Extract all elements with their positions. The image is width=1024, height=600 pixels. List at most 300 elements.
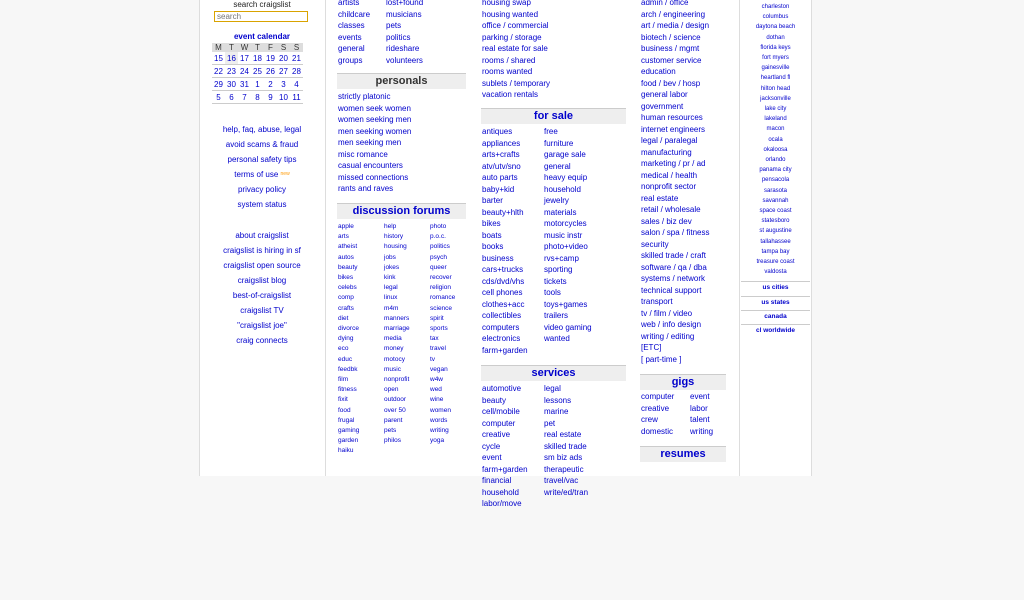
list-item[interactable]: rvs+camp <box>544 253 579 263</box>
list-item[interactable]: beauty <box>482 395 507 405</box>
list-item[interactable]: atv/utv/sno <box>482 161 521 171</box>
forum-link[interactable]: bikes <box>338 274 354 282</box>
services-header[interactable]: services <box>481 365 626 381</box>
about-link[interactable]: about craigslist <box>235 231 289 240</box>
community-col1 <box>338 0 370 66</box>
list-item[interactable]: free <box>544 127 558 136</box>
forum-link[interactable]: fitness <box>338 386 357 394</box>
forums-col3 <box>430 222 455 446</box>
canada-link[interactable]: canada <box>741 310 810 323</box>
city-link[interactable]: hilton head <box>760 85 791 92</box>
list-item[interactable]: clothes+acc <box>482 299 525 309</box>
list-item[interactable]: baby+kid <box>482 184 515 194</box>
list-item[interactable]: education <box>641 67 676 76</box>
personals-list <box>338 91 411 195</box>
forum-link[interactable]: tax <box>430 335 439 343</box>
list-item[interactable]: admin / office <box>641 0 689 7</box>
forum-link[interactable]: over 50 <box>384 406 406 414</box>
list-item[interactable]: rooms / shared <box>482 55 536 65</box>
list-item[interactable]: biotech / science <box>641 32 701 42</box>
cal-day[interactable]: 29 <box>212 78 225 91</box>
list-item[interactable]: domestic <box>641 426 674 436</box>
city-link[interactable]: orlando <box>765 157 786 164</box>
gigs-col1 <box>641 391 674 437</box>
forum-link[interactable]: outdoor <box>384 396 407 404</box>
forum-link[interactable]: linux <box>384 294 398 302</box>
list-item[interactable]: labor <box>690 403 708 413</box>
forum-link[interactable]: frugal <box>338 416 355 424</box>
new-badge: new <box>280 171 290 177</box>
city-link[interactable]: jacksonville <box>760 95 791 102</box>
forum-link[interactable]: arts <box>338 233 349 241</box>
divider <box>325 0 326 476</box>
forum-link[interactable]: women <box>430 406 451 414</box>
list-item[interactable]: business <box>482 253 514 263</box>
blog-link[interactable]: craigslist blog <box>237 276 287 285</box>
list-item[interactable]: event <box>690 392 710 401</box>
list-item[interactable]: volunteers <box>386 55 423 65</box>
forum-link[interactable]: politics <box>430 243 450 251</box>
list-item[interactable]: men seeking men <box>338 138 402 147</box>
forum-link[interactable]: fixit <box>338 396 348 404</box>
list-item[interactable]: sm biz ads <box>544 453 583 462</box>
list-item[interactable]: [ part-time ] <box>641 354 682 364</box>
forum-link[interactable]: housing <box>384 243 407 251</box>
forum-link[interactable]: money <box>384 345 404 353</box>
cal-day[interactable]: 6 <box>225 91 238 104</box>
list-item[interactable]: music instr <box>544 230 583 240</box>
list-item[interactable]: writing / editing <box>641 331 695 341</box>
list-item[interactable]: automotive <box>482 384 522 393</box>
list-item[interactable]: vacation rentals <box>482 90 539 99</box>
best-of-link[interactable]: best-of-craigslist <box>232 291 292 300</box>
forum-link[interactable]: travel <box>430 345 446 353</box>
list-item[interactable]: tickets <box>544 276 567 286</box>
city-link[interactable]: lakeland <box>764 116 787 123</box>
forum-link[interactable]: dying <box>338 335 354 343</box>
forum-link[interactable]: tv <box>430 355 436 363</box>
forum-link[interactable]: food <box>338 406 351 414</box>
list-item[interactable]: nonprofit sector <box>641 182 697 191</box>
list-item[interactable]: misc romance <box>338 149 388 159</box>
list-item[interactable]: software / qa / dba <box>641 262 707 272</box>
forum-link[interactable]: marriage <box>384 325 410 333</box>
list-item[interactable]: wanted <box>544 334 570 343</box>
cal-day-header: W <box>238 43 251 52</box>
forum-link[interactable]: open <box>384 386 399 394</box>
cal-day[interactable]: 3 <box>277 78 290 91</box>
services-col2 <box>544 383 588 498</box>
list-item[interactable]: materials <box>544 207 577 217</box>
forum-link[interactable]: eco <box>338 345 349 353</box>
forum-link[interactable]: gaming <box>338 427 360 435</box>
terms-row <box>199 167 325 182</box>
cal-day[interactable]: 26 <box>264 65 277 78</box>
forum-link[interactable]: vegan <box>430 365 448 373</box>
safety-link[interactable]: personal safety tips <box>227 155 297 164</box>
forum-link[interactable]: m4m <box>384 304 399 312</box>
list-item[interactable]: therapeutic <box>544 464 584 474</box>
list-item[interactable]: customer service <box>641 55 702 65</box>
list-item[interactable]: creative <box>482 430 511 439</box>
forum-link[interactable]: spirit <box>430 314 444 322</box>
forum-link[interactable]: psych <box>430 253 447 261</box>
list-item[interactable]: barter <box>482 196 503 205</box>
forum-link[interactable]: wed <box>430 386 442 394</box>
list-item[interactable]: sublets / temporary <box>482 78 551 88</box>
city-link[interactable]: gainesville <box>761 65 790 72</box>
list-item[interactable]: men seeking women <box>338 126 412 136</box>
us-cities-link[interactable]: us cities <box>741 281 810 294</box>
forum-link[interactable]: legal <box>384 284 398 292</box>
list-item[interactable]: rants and raves <box>338 184 394 193</box>
list-item[interactable]: real estate <box>544 430 582 439</box>
forum-link[interactable]: manners <box>384 314 410 322</box>
city-link[interactable]: sarasota <box>763 187 787 194</box>
forum-link[interactable]: garden <box>338 437 359 445</box>
list-item[interactable]: pet <box>544 418 556 428</box>
divider <box>739 0 740 476</box>
list-item[interactable]: arts+crafts <box>482 150 520 159</box>
forum-link[interactable]: educ <box>338 355 353 363</box>
list-item[interactable]: pets <box>386 21 402 30</box>
cal-day[interactable]: 22 <box>212 65 225 78</box>
city-link[interactable]: lake city <box>764 106 787 113</box>
list-item[interactable]: event <box>482 453 502 462</box>
tv-link[interactable]: craigslist TV <box>240 306 284 315</box>
list-item[interactable]: systems / network <box>641 274 706 283</box>
list-item[interactable]: furniture <box>544 138 574 148</box>
city-link[interactable]: okaloosa <box>763 146 788 153</box>
list-item[interactable]: travel/vac <box>544 476 579 485</box>
cal-day[interactable]: 21 <box>290 52 303 65</box>
list-item[interactable]: computers <box>482 322 520 332</box>
list-item[interactable]: artists <box>338 0 360 7</box>
cal-day[interactable]: 10 <box>277 91 290 104</box>
cal-day[interactable]: 18 <box>251 52 264 65</box>
forum-link[interactable]: motocy <box>384 355 405 363</box>
list-item[interactable]: household <box>482 487 519 497</box>
list-item[interactable]: household <box>544 184 581 194</box>
cal-day[interactable]: 8 <box>251 91 264 104</box>
list-item[interactable]: rideshare <box>386 44 420 53</box>
list-item[interactable]: office / commercial <box>482 21 549 30</box>
forum-link[interactable]: crafts <box>338 304 354 312</box>
list-item[interactable]: farm+garden <box>482 345 528 355</box>
resumes-header[interactable]: resumes <box>640 446 726 462</box>
city-link[interactable]: tampa bay <box>761 248 790 255</box>
cal-day[interactable]: 11 <box>290 91 303 104</box>
cal-day-header: S <box>277 43 290 52</box>
list-item[interactable]: cds/dvd/vhs <box>482 276 525 286</box>
list-item[interactable]: internet engineers <box>641 124 706 134</box>
help-links <box>199 122 325 212</box>
list-item[interactable]: salon / spa / fitness <box>641 228 710 237</box>
city-link[interactable]: savannah <box>762 197 789 204</box>
cal-day[interactable]: 20 <box>277 52 290 65</box>
forum-link[interactable]: writing <box>430 427 449 435</box>
list-item[interactable]: garage sale <box>544 150 586 159</box>
divider <box>811 0 812 476</box>
forum-link[interactable]: help <box>384 223 397 230</box>
us-states-link[interactable]: us states <box>741 296 810 309</box>
list-item[interactable]: video gaming <box>544 322 592 332</box>
forum-link[interactable]: w4w <box>430 376 444 384</box>
forum-link[interactable]: music <box>384 365 401 373</box>
list-item[interactable]: women seeking men <box>338 115 412 124</box>
list-item[interactable]: general <box>544 161 571 171</box>
list-item[interactable]: parking / storage <box>482 32 542 42</box>
community-col2 <box>386 0 423 66</box>
city-link[interactable]: treasure coast <box>756 259 795 266</box>
city-link[interactable]: statesboro <box>761 218 790 225</box>
forum-link[interactable]: religion <box>430 284 451 292</box>
cal-day[interactable]: 4 <box>290 78 303 91</box>
list-item[interactable]: computer <box>482 418 516 428</box>
cal-day[interactable]: 30 <box>225 78 238 91</box>
list-item[interactable]: creative <box>641 403 670 413</box>
cal-day[interactable]: 7 <box>238 91 251 104</box>
list-item[interactable]: collectibles <box>482 311 522 320</box>
list-item[interactable]: web / info design <box>641 320 702 329</box>
list-item[interactable]: electronics <box>482 334 521 343</box>
list-item[interactable]: write/ed/tran <box>544 487 589 497</box>
city-link[interactable]: charleston <box>761 4 790 10</box>
list-item[interactable]: marine <box>544 407 569 416</box>
list-item[interactable]: general labor <box>641 90 688 99</box>
list-item[interactable]: heavy equip <box>544 173 588 182</box>
list-item[interactable]: security <box>641 239 669 249</box>
list-item[interactable]: cell phones <box>482 288 523 297</box>
forum-link[interactable]: comp <box>338 294 354 302</box>
list-item[interactable]: crew <box>641 415 658 424</box>
forum-link[interactable]: diet <box>338 314 349 322</box>
city-link[interactable]: daytona beach <box>755 24 796 31</box>
forum-link[interactable]: jokes <box>384 263 400 271</box>
city-link[interactable]: florida keys <box>760 44 791 51</box>
forum-link[interactable]: feedbk <box>338 365 358 373</box>
nearby-cities <box>741 2 810 277</box>
list-item[interactable]: transport <box>641 297 673 306</box>
forum-link[interactable]: film <box>338 376 349 384</box>
cal-day[interactable]: 27 <box>277 65 290 78</box>
help-link[interactable]: help, faq, abuse, legal <box>222 125 302 134</box>
forums-header[interactable]: discussion forums <box>337 203 466 219</box>
forum-link[interactable]: divorce <box>338 325 359 333</box>
cal-day[interactable]: 5 <box>212 91 225 104</box>
list-item[interactable]: tv / film / video <box>641 308 693 318</box>
city-link[interactable]: dothan <box>766 34 785 41</box>
cal-day[interactable]: 25 <box>251 65 264 78</box>
forum-link[interactable]: philos <box>384 437 401 445</box>
hiring-link[interactable]: craigslist is hiring in sf <box>223 246 301 255</box>
cal-day[interactable]: 9 <box>264 91 277 104</box>
cal-day[interactable]: 24 <box>238 65 251 78</box>
forum-link[interactable]: romance <box>430 294 456 302</box>
forums-col2 <box>384 222 410 446</box>
list-item[interactable]: lessons <box>544 395 572 405</box>
list-item[interactable]: financial <box>482 476 512 485</box>
cal-day-header: F <box>264 43 277 52</box>
forsale-col2 <box>544 126 592 345</box>
list-item[interactable]: rooms wanted <box>482 67 533 76</box>
city-link[interactable]: fort myers <box>762 55 789 62</box>
list-item[interactable]: housing wanted <box>482 9 539 19</box>
city-link[interactable]: st augustine <box>759 228 792 235</box>
list-item[interactable]: childcare <box>338 9 371 19</box>
for-sale-header[interactable]: for sale <box>481 108 626 124</box>
search-label: search craigslist <box>233 0 291 9</box>
forum-link[interactable]: yoga <box>430 437 445 445</box>
forum-link[interactable]: words <box>430 416 448 424</box>
list-item[interactable]: farm+garden <box>482 464 528 474</box>
forum-link[interactable]: recover <box>430 274 452 282</box>
city-link[interactable]: pensacola <box>761 177 790 184</box>
gigs-header[interactable]: gigs <box>640 374 726 390</box>
list-item[interactable]: strictly platonic <box>338 92 391 101</box>
personals-header[interactable]: personals <box>337 73 466 89</box>
cal-day[interactable]: 28 <box>290 65 303 78</box>
city-link[interactable]: columbus <box>762 14 789 21</box>
list-item[interactable]: human resources <box>641 113 703 122</box>
list-item[interactable]: missed connections <box>338 172 409 182</box>
list-item[interactable]: marketing / pr / ad <box>641 159 706 168</box>
list-item[interactable]: beauty+hlth <box>482 207 524 217</box>
city-link[interactable]: heartland fl <box>760 75 791 82</box>
status-link[interactable]: system status <box>237 200 287 209</box>
list-item[interactable]: cycle <box>482 441 501 451</box>
list-item[interactable]: bikes <box>482 219 501 228</box>
cal-day[interactable]: 31 <box>238 78 251 91</box>
city-link[interactable]: panama city <box>759 167 792 174</box>
cal-day[interactable]: 15 <box>212 52 225 65</box>
cal-day[interactable]: 2 <box>264 78 277 91</box>
list-item[interactable]: auto parts <box>482 173 518 182</box>
forum-link[interactable]: wine <box>430 396 444 404</box>
forum-link[interactable]: apple <box>338 223 354 230</box>
list-item[interactable]: tools <box>544 288 561 297</box>
forum-link[interactable]: atheist <box>338 243 358 251</box>
list-item[interactable]: art / media / design <box>641 21 710 30</box>
list-item[interactable]: groups <box>338 55 363 65</box>
city-link[interactable]: tallahassee <box>760 238 791 245</box>
forum-link[interactable]: media <box>384 335 402 343</box>
list-item[interactable]: jewelry <box>544 196 569 205</box>
cal-day-header: M <box>212 43 225 52</box>
forum-link[interactable]: jobs <box>384 253 396 261</box>
list-item[interactable]: toys+games <box>544 299 588 309</box>
list-item[interactable]: talent <box>690 415 710 424</box>
list-item[interactable]: housing swap <box>482 0 531 7</box>
list-item[interactable]: labor/move <box>482 499 522 508</box>
housing-list <box>482 0 550 101</box>
list-item[interactable]: skilled trade / craft <box>641 251 706 260</box>
list-item[interactable]: legal / paralegal <box>641 136 698 145</box>
list-item[interactable]: women seek women <box>338 103 411 113</box>
forum-link[interactable]: haiku <box>338 447 354 455</box>
open-source-link[interactable]: craigslist open source <box>223 261 301 270</box>
list-item[interactable]: food / bev / hosp <box>641 78 701 88</box>
list-item[interactable]: books <box>482 242 504 251</box>
list-item[interactable]: photo+video <box>544 242 588 251</box>
list-item[interactable]: real estate <box>641 193 679 203</box>
list-item[interactable]: boats <box>482 230 502 240</box>
list-item[interactable]: casual encounters <box>338 161 403 170</box>
list-item[interactable]: classes <box>338 21 365 30</box>
list-item[interactable]: antiques <box>482 127 513 136</box>
list-item[interactable]: general <box>338 44 365 53</box>
list-item[interactable]: arch / engineering <box>641 9 706 19</box>
list-item[interactable]: sporting <box>544 265 573 274</box>
forum-link[interactable]: history <box>384 233 404 241</box>
list-item[interactable]: medical / health <box>641 170 698 180</box>
forum-link[interactable]: autos <box>338 253 354 261</box>
forum-link[interactable]: nonprofit <box>384 376 410 384</box>
cal-day[interactable]: 17 <box>238 52 251 65</box>
cal-day[interactable]: 1 <box>251 78 264 91</box>
worldwide-link[interactable]: cl worldwide <box>741 324 810 337</box>
list-item[interactable]: skilled trade <box>544 441 587 451</box>
list-item[interactable]: cars+trucks <box>482 265 524 274</box>
forum-link[interactable]: celebs <box>338 284 357 292</box>
joe-link[interactable]: "craigslist joe" <box>237 321 287 330</box>
cal-day-today[interactable]: 16 <box>225 52 238 65</box>
cal-day-header: T <box>225 43 238 52</box>
scams-link[interactable]: avoid scams & fraud <box>225 140 299 149</box>
forum-link[interactable]: parent <box>384 416 403 424</box>
search-input[interactable] <box>214 11 308 22</box>
list-item[interactable]: legal <box>544 384 561 393</box>
city-link[interactable]: valdosta <box>764 269 787 276</box>
list-item[interactable]: trailers <box>544 311 569 320</box>
cal-day[interactable]: 19 <box>264 52 277 65</box>
city-link[interactable]: space coast <box>759 208 792 215</box>
list-item[interactable]: motorcycles <box>544 219 587 228</box>
list-item[interactable]: government <box>641 101 684 111</box>
list-item[interactable]: technical support <box>641 285 702 295</box>
forum-link[interactable]: science <box>430 304 453 312</box>
list-item[interactable]: musicians <box>386 9 422 19</box>
list-item[interactable]: computer <box>641 392 675 401</box>
forum-link[interactable]: beauty <box>338 263 358 271</box>
forum-link[interactable]: pets <box>384 427 397 435</box>
forum-link[interactable]: sports <box>430 325 448 333</box>
cal-day[interactable]: 23 <box>225 65 238 78</box>
privacy-link[interactable]: privacy policy <box>237 185 286 194</box>
city-link[interactable]: ocala <box>768 136 783 143</box>
list-item[interactable]: retail / wholesale <box>641 205 701 214</box>
list-item[interactable]: events <box>338 32 362 42</box>
list-item[interactable]: writing <box>690 426 714 436</box>
list-item[interactable]: appliances <box>482 138 521 148</box>
list-item[interactable]: politics <box>386 32 411 42</box>
forum-link[interactable]: queer <box>430 263 447 271</box>
event-calendar-title[interactable]: event calendar <box>233 32 291 41</box>
list-item[interactable]: real estate for sale <box>482 44 548 53</box>
list-item[interactable]: manufacturing <box>641 147 692 157</box>
list-item[interactable]: sales / biz dev <box>641 216 692 226</box>
list-item[interactable]: cell/mobile <box>482 407 520 416</box>
list-item[interactable]: lost+found <box>386 0 424 7</box>
list-item[interactable]: business / mgmt <box>641 44 700 53</box>
forum-link[interactable]: kink <box>384 274 396 282</box>
list-item[interactable]: [ETC] <box>641 343 662 352</box>
connects-link[interactable]: craig connects <box>236 336 288 345</box>
city-link[interactable]: macon <box>766 126 785 133</box>
terms-link[interactable]: terms of use <box>234 170 279 179</box>
forum-link[interactable]: photo <box>430 223 447 230</box>
forum-link[interactable]: p.o.c. <box>430 233 446 241</box>
